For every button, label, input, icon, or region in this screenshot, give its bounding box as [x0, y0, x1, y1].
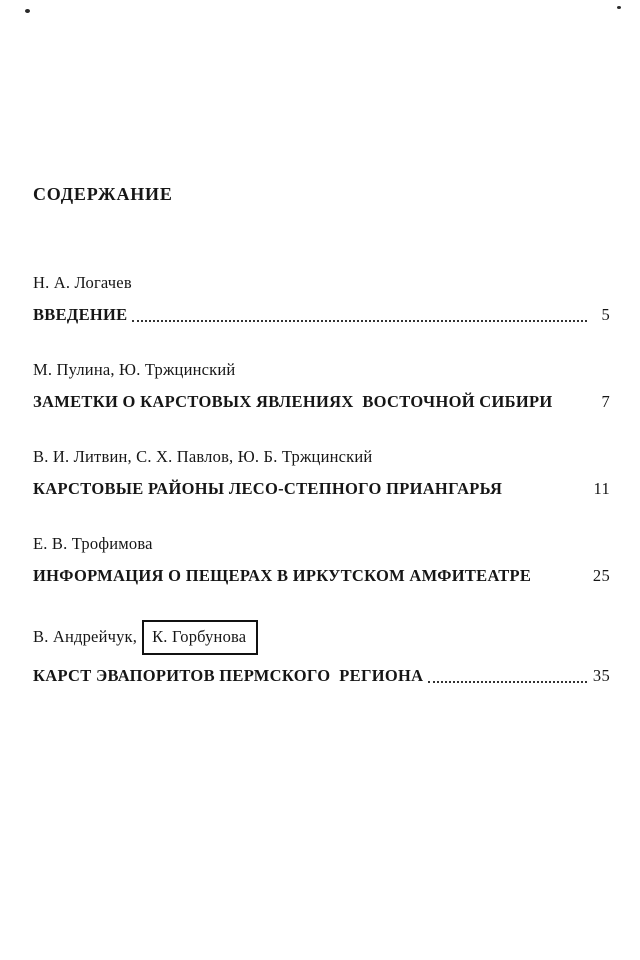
toc-title-line [33, 391, 610, 413]
toc-entry [33, 533, 610, 587]
toc-title-line [33, 478, 610, 500]
toc-title-line [33, 565, 610, 587]
toc-entry [33, 446, 610, 500]
toc-authors: М. Пулина, Ю. Тржцинский [33, 360, 236, 379]
boxed-author: К. Горбунова [142, 620, 258, 655]
toc-page-number: 35 [592, 666, 610, 685]
toc-entry [33, 359, 610, 413]
toc-title: ИНФОРМАЦИЯ О ПЕЩЕРАХ В ИРКУТСКОМ АМФИТЕАТРЕ [33, 566, 532, 585]
toc-title-line [33, 665, 610, 687]
toc-entry [33, 272, 610, 326]
toc-entry [33, 620, 610, 687]
toc-page-number: 25 [592, 566, 610, 585]
toc-authors: Е. В. Трофимова [33, 534, 153, 553]
toc-title: КАРСТ ЭВАПОРИТОВ ПЕРМСКОГО РЕГИОНА [33, 666, 424, 685]
page-title: СОДЕРЖАНИЕ [33, 184, 173, 204]
toc-title: ЗАМЕТКИ О КАРСТОВЫХ ЯВЛЕНИЯХ ВОСТОЧНОЙ СИБИРИ [33, 392, 553, 411]
scan-artifact [25, 9, 30, 13]
toc-authors [33, 620, 610, 655]
scan-artifact [617, 6, 621, 9]
toc-page-number: 7 [601, 392, 610, 411]
toc-authors-prefix: В. Андрейчук, [33, 627, 138, 646]
toc-content [33, 183, 610, 720]
toc-title: ВВЕДЕНИЕ [33, 305, 128, 324]
toc-title: КАРСТОВЫЕ РАЙОНЫ ЛЕСО-СТЕПНОГО ПРИАНГАРЬЯ [33, 479, 503, 498]
toc-page-number: 5 [601, 305, 610, 324]
toc-authors: В. И. Литвин, С. Х. Павлов, Ю. Б. Тржцинский [33, 447, 373, 466]
toc-title-line [33, 304, 610, 326]
toc-page-number: 11 [593, 479, 610, 498]
dot-leader [132, 320, 587, 322]
toc-authors: Н. А. Логачев [33, 273, 132, 292]
dot-leader [428, 681, 587, 683]
